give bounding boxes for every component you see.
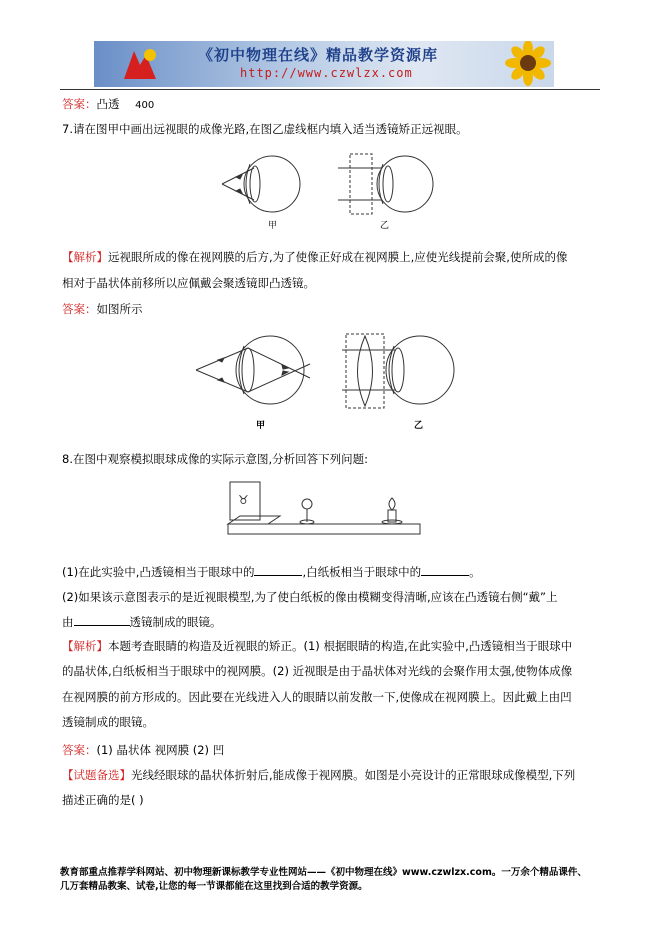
q8-analysis-line2: 的晶状体,白纸板相当于眼球中的视网膜。(2) 近视眼是由于晶状体对光线的会聚作用太强,使物体成像	[62, 664, 573, 678]
q8-sub2-line2: 由 透镜制成的眼镜。	[62, 615, 222, 629]
fig2-label-b: 乙	[414, 421, 424, 431]
answer-label: 答案：	[62, 743, 97, 757]
header-rule	[60, 89, 600, 90]
eye-answer-a	[196, 336, 310, 404]
blank-1[interactable]	[254, 563, 302, 576]
blank-3[interactable]	[74, 613, 130, 626]
analysis-tag: 【解析】	[62, 639, 108, 653]
eye-diagram-a	[222, 156, 300, 212]
eye-answer-b	[342, 334, 454, 408]
q7-analysis-line2: 相对于晶状体前移所以应佩戴会聚透镜即凸透镜。	[62, 276, 315, 290]
page-number: 400	[135, 100, 155, 111]
svg-text:♉: ♉	[238, 493, 249, 507]
footer-line1: 教育部重点推荐学科网站、初中物理新课标教学专业性网站——《初中物理在线》www.czwlzx.com。一万余个精品课件、	[60, 867, 587, 878]
backup-tag: 【试题备选】	[62, 768, 131, 782]
q7-answer	[62, 301, 143, 317]
q7-question: 7.请在图甲中画出远视眼的成像光路,在图乙虚线框内填入适当透镜矫正远视眼。	[62, 122, 468, 136]
backup-line1: 【试题备选】光线经眼球的晶状体折射后,能成像于视网膜。如图是小亮设计的正常眼球成像模型,下列	[62, 768, 576, 782]
answer-label: 答案：	[62, 302, 97, 316]
analysis-tag: 【解析】	[62, 250, 108, 264]
q8-analysis-line4: 透镜制成的眼镜。	[62, 715, 154, 729]
backup-line2: 描述正确的是( )	[62, 793, 144, 807]
banner-title: 《初中物理在线》精品教学资源库	[198, 46, 439, 64]
q8-answer	[62, 742, 224, 758]
q7-analysis-line1: 【解析】远视眼所成的像在视网膜的后方,为了使像正好成在视网膜上,应使光线提前会聚,使所成的像	[62, 250, 568, 264]
q7-figure-2	[190, 326, 480, 436]
q8-sub2-line1: (2)如果该示意图表示的是近视眼模型,为了使白纸板的像由模糊变得清晰,应该在凸透镜右侧“戴”上	[62, 590, 558, 604]
fig-label-b: 乙	[380, 221, 390, 231]
q8-analysis-line1: 【解析】本题考查眼睛的构造及近视眼的矫正。(1) 根据眼睛的构造,在此实验中,凸透镜相当于眼球中	[62, 639, 573, 653]
q7-figure-1	[210, 148, 450, 238]
top-answer	[62, 96, 154, 114]
eye-diagram-b	[338, 154, 433, 214]
q8-sub1: (1)在此实验中,凸透镜相当于眼球中的 ,白纸板相当于眼球中的 。	[62, 565, 481, 579]
sunflower-icon	[498, 41, 554, 87]
q8-figure	[220, 476, 430, 546]
logo-icon	[120, 45, 160, 83]
blank-2[interactable]	[421, 563, 469, 576]
answer-value: (1) 晶状体 视网膜 (2) 凹	[96, 743, 225, 757]
fig2-label-a: 甲	[256, 421, 266, 431]
fig-label-a: 甲	[268, 221, 278, 231]
banner-url: http://www.czwlzx.com	[240, 66, 413, 80]
q8-question: 8.在图中观察模拟眼球成像的实际示意图,分析回答下列问题:	[62, 452, 368, 466]
answer-value: 如图所示	[96, 302, 143, 316]
q8-analysis-line3: 在视网膜的前方形成的。因此要在光线进入人的眼睛以前发散一下,使像成在视网膜上。因此戴上由凹	[62, 690, 572, 704]
answer-value: 凸透	[96, 97, 120, 111]
answer-label: 答案：	[62, 97, 97, 111]
header-banner	[94, 41, 554, 87]
footer-line2: 几万套精品教案、试卷,让您的每一节课都能在这里找到合适的教学资源。	[60, 881, 368, 892]
